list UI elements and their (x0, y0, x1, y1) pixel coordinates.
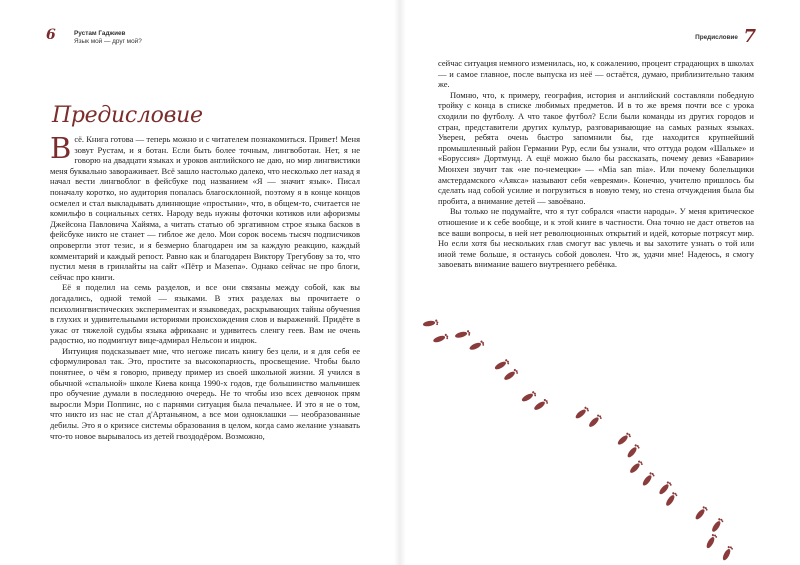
left-body-text (50, 131, 360, 441)
paragraph: Вы только не подумайте, что я тут собрался «пасти народы». У меня критическое отношение и к себе вообще, и к этой книге в частности. Она точно не даст ответов на все ваши вопросы, в ней нет революционных открытий и идей, которые потрясут мир. Но если хотя бы нескольких глав смогут вас увлечь и вы захотите узнать о той или иной теме больше, я останусь собой доволен. Что ж, удачи мне! Надеюсь, я смогу завоевать внимание вашего внутреннего ребёнка. (438, 206, 754, 270)
page-number-left: 6 (46, 27, 56, 43)
paragraph (50, 131, 360, 282)
paragraph: Её я поделил на семь разделов, и все они связаны между собой, как вы догадались, одной темой — языками. В этих разделах вы прочитаете о психолингвистических экспериментах и языковедах, раскрывающих тайны обучения в глухих и удивительными историями происхождения слов и выражений. Придёте в ужас от тяжелой судьбы языка африкаанс и удивитесь сленгу геев. Вам не очень радостно, но подмигнут вице-адмирал Нельсон и индюк. (50, 282, 360, 346)
paragraph-text: сё. Книга готова — теперь можно и с читателем познакомиться. Привет! Меня зовут Рустам, и я ботан. Если быть более точным, лингвоботан. Нет, я не говорю на двадцати языках и уроков английского не даю, но мир лингвистики меня буквально завораживает. Всё зашло настолько далеко, что несколько лет назад я начал вести лингвоблог в фейсбуке под названием «Я — значит язык». Писал поначалу коротко, но аудитория попалась благосклонной, поэтому я в конце концов осмелел и стал выкладывать длиннющие «простыни», что, в общем-то, считается не комильфо в социальных сетях. Народу ведь нужны фоточки котиков или афоризмы Джейсона Павловича Хайяма, а читать статью об эргативном строе языка басков в фейсбуке никто не станет — гиблое же дело. Мои сорок восемь тысяч подписчиков опровергли этот тезис, и я безмерно благодарен им за каждую реакцию, каждый комментарий и каждый репост. Равно как и благодарен Виктору Трегубову за то, что пустил меня в гринлайты на сайт «Пётр и Мазепа». Однако сейчас не про блоги, сейчас про книги. (50, 134, 360, 282)
running-head-left (74, 30, 142, 46)
footprint-trail (422, 319, 733, 561)
running-head-right: Предисловие (695, 34, 738, 41)
chapter-title: Предисловие (52, 103, 203, 128)
drop-cap: В (50, 131, 72, 165)
right-page (400, 0, 800, 565)
book-title: Язык мой — друг мой? (74, 38, 142, 45)
paragraph: сейчас ситуация немного изменилась, но, к сожалению, процент страдающих в школах — и самое главное, после выпуска из неё — остаётся, думаю, приблизительно таким же. (438, 58, 754, 90)
author-name: Рустам Гаджиев (74, 30, 126, 37)
footprints-illustration (400, 0, 800, 565)
paragraph: Помню, что, к примеру, география, история и английский составляли победную тройку с конца в списке любимых предметов. И в то же время почти все с урока сходили по футболу. А что такое футбол? Если были команды из других городов и стран, представители других культур, разговаривающие на самых разных языках. Уверен, ребята очень быстро запомнили бы, где находится крупнейший промышленный район Германии Рур, если бы узнали, что оттуда родом «Шальке» и «Боруссия» Дортмунд. А ещё можно было бы рассказать, почему девиз «Баварии» Мюнхен звучит так «не по-немецки» — «Mia san mia». Или почему болельщики амстердамского «Аякса» называют себя «евреями». Конечно, учителю пришлось бы сделать над собой усилие и погрузиться в новую тему, но стена отчуждения была бы пробита, а внимание детей — завоёвано. (438, 89, 754, 206)
paragraph: Интуиция подсказывает мне, что негоже писать книгу без цели, и я для себя ее сформулировал так. Это, простите за высокопарность, просвещение. Чтобы было понятнее, о чём я говорю, приведу пример из своей школьной жизни. Я учился в обычной «спальной» школе Киева конца 1990-х годов, где большинство мальчишек про обучение думали в последнюю очередь. Не то чтобы изо всех девчонок прям выросли Мэри Поппинс, но с парнями ситуация была печальнее. И это я не о том, что никто из нас не стал д'Артаньяном, а все мои одноклашки — необразованные дебилы. Это я о кризисе системы образования в целом, когда само желание узнавать что-то новое вырывалось из детей гвоздодёром. Возможно, (50, 345, 360, 441)
page-number-right: 7 (743, 26, 756, 47)
